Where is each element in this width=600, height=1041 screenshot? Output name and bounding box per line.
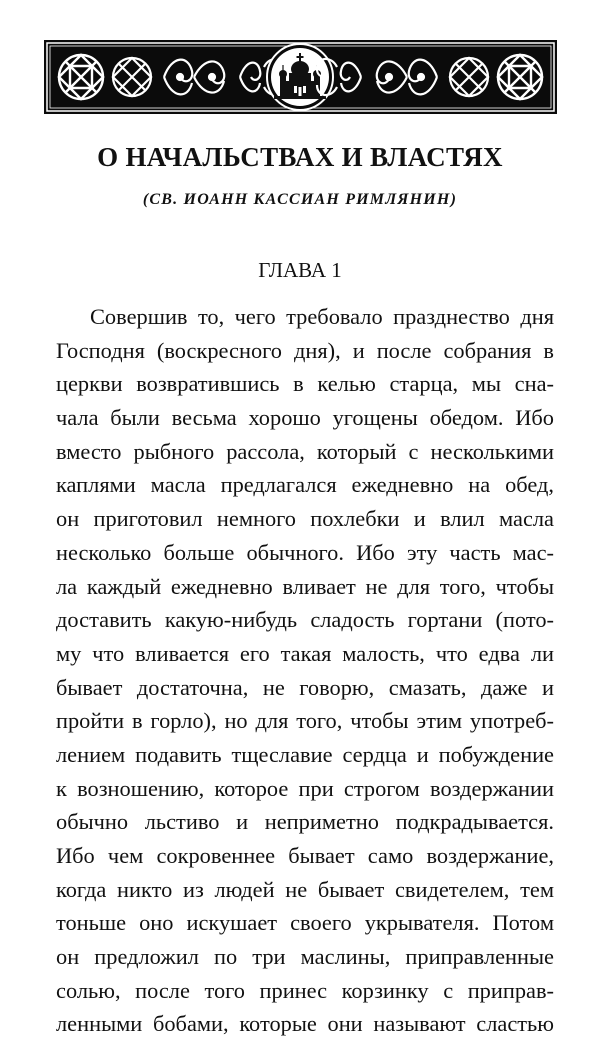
text-line: он предложил по три маслины, приправленные — [56, 944, 554, 970]
text-line: Господня (воскресного дня), и после собрания в — [56, 337, 554, 363]
text-line: чала были весьма хорошо угощены обедом. Ибо — [56, 405, 554, 431]
text-line: бывает достаточна, не говорю, смазать, даже и — [56, 674, 554, 700]
text-line: вместо рыбного рассола, который с несколькими — [56, 438, 554, 464]
text-line: несколько больше обычного. Ибо эту часть мас- — [56, 539, 554, 565]
chapter-heading: ГЛАВА 1 — [258, 258, 342, 282]
author-subtitle: (СВ. ИОАНН КАССИАН РИМЛЯНИН) — [142, 191, 458, 208]
text-line: он приготовил немного похлебки и влил масла — [56, 506, 554, 532]
text-line: каплями масла предлагался ежедневно на обед, — [56, 472, 554, 498]
text-line: солью, после того принес корзинку с приправ- — [56, 977, 554, 1003]
text-line: Совершив то, чего требовало празднество дня — [90, 304, 554, 329]
body-text — [56, 300, 554, 1041]
text-line: тоньше оно искушает своего укрывателя. Потом — [56, 910, 554, 936]
text-line: когда никто из людей не бывает свидетелем, тем — [56, 876, 554, 902]
text-line: церкви возвратившись в келью старца, мы сна- — [56, 371, 554, 397]
text-line: лением подавить тщеславие сердца и побуждение — [56, 741, 554, 767]
page-title: О НАЧАЛЬСТВАХ И ВЛАСТЯХ — [97, 142, 503, 172]
text-line: му что вливается его такая малость, что едва ли — [56, 640, 554, 666]
text-line: ла каждый ежедневно вливает не для того, чтобы — [56, 573, 554, 599]
text-line: доставить какую-нибудь сладость гортани (пото- — [56, 607, 554, 633]
text-line: Ибо чем сокровеннее бывает само воздержание, — [56, 843, 554, 868]
text-line: ленными бобами, которые они называют сластью — [56, 1011, 554, 1037]
text-line: обычно льстиво и неприметно подкрадывается. — [56, 809, 554, 835]
ornamental-header-banner — [44, 40, 557, 114]
text-line: пройти в горло), но для того, чтобы этим употреб- — [56, 708, 554, 734]
text-line: к возношению, которое при строгом воздержании — [56, 775, 554, 801]
